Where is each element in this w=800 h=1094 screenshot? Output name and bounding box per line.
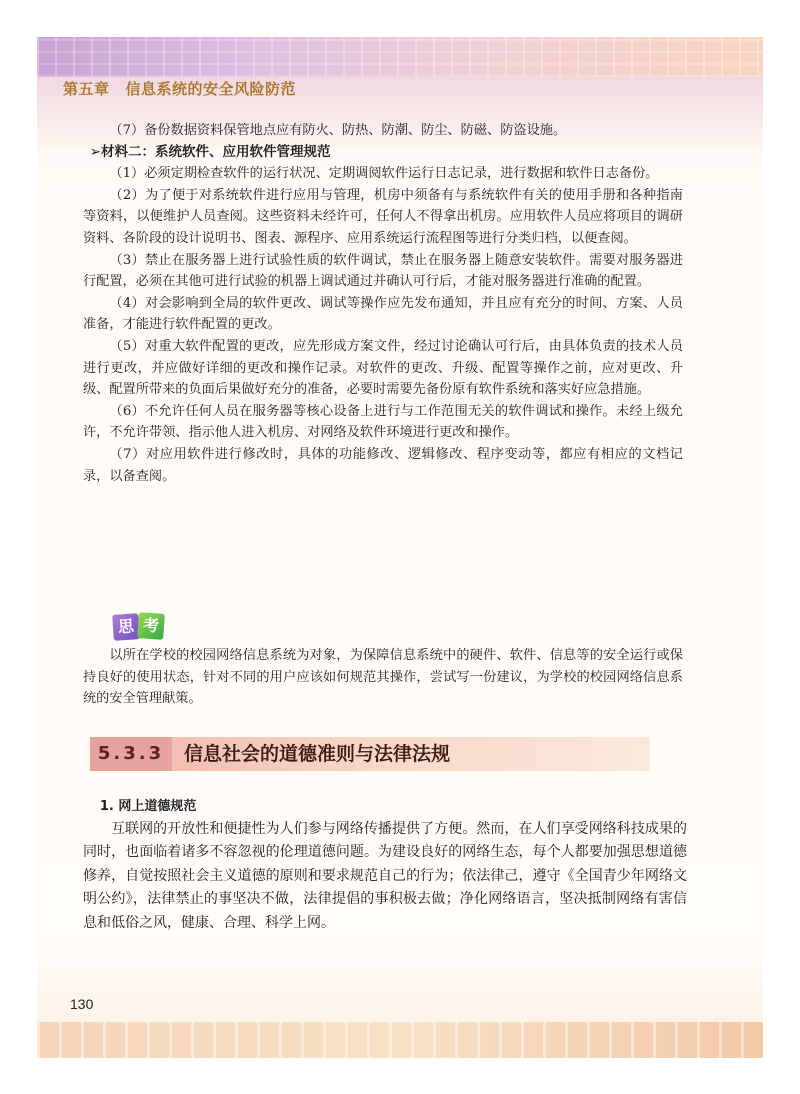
rule-item: （2）为了便于对系统软件进行应用与管理，机房中须备有与系统软件有关的使用手册和各种指南等资料，以便维护人员查阅。这些资料未经许可，任何人不得拿出机房。应用软件人员应将项目的调研资料、各阶段的设计说明书、图表、源程序、应用系统运行流程图等进行分类归档，以便查阅。: [83, 187, 683, 246]
think-char-kao: 考: [137, 612, 165, 640]
rule-item: （6）不允许任何人员在服务器等核心设备上进行与工作范围无关的软件调试和操作。未经上级允许，不允许带领、指示他人进入机房、对网络及软件环境进行更改和操作。: [83, 403, 683, 441]
footer-banner: [37, 1022, 763, 1058]
chapter-number: 第五章: [63, 80, 110, 98]
section-heading-bar: [90, 737, 650, 771]
think-char-si: 思: [112, 613, 140, 641]
think-prompt: [83, 645, 683, 710]
section-title: 信息社会的道德准则与法律法规: [184, 743, 451, 765]
page-number: 130: [70, 996, 94, 1012]
header-pattern: [37, 37, 763, 77]
chapter-header: [63, 78, 296, 99]
rule-item: （5）对重大软件配置的更改，应先形成方案文件，经过讨论确认可行后，由具体负责的技术人员进行更改，并应做好详细的更改和操作记录。对软件的更改、升级、配置等操作之前，应对更改、升级、配置所带来的负面后果做好充分的准备，必要时需要先备份原有软件系统和落实好应急措施。: [83, 338, 683, 398]
material-2-title: ➢材料二：系统软件、应用软件管理规范: [89, 143, 331, 160]
rule-item: （3）禁止在服务器上进行试验性质的软件调试，禁止在服务器上随意安装软件。需要对服务器进行配置，必须在其他可进行试验的机器上调试通过并确认可行后，才能对服务器进行准确的配置。: [83, 252, 683, 290]
section-number: 5.3.3: [90, 737, 172, 771]
think-badge: [113, 610, 173, 644]
subheading: 1. 网上道德规范: [99, 799, 197, 814]
body-paragraph: 互联网的开放性和便捷性为人们参与网络传播提供了方便。然而，在人们享受网络科技成果的同时，也面临着诸多不容忽视的伦理道德问题。为建设良好的网络生态，每个人都要加强思想道德修养，自觉按照社会主义道德的原则和要求规范自己的行为；依法律己，遵守《全国青少年网络文明公约》，法律禁止的事坚决不做，法律提倡的事积极去做；净化网络语言，坚决抵制网络有害信息和低俗之风，健康、合理、科学上网。: [83, 821, 687, 931]
think-text: 以所在学校的校园网络信息系统为对象，为保障信息系统中的硬件、软件、信息等的安全运行或保持良好的使用状态，针对不同的用户应该如何规范其操作，尝试写一份建议，为学校的校园网络信息系统的安全管理献策。: [83, 648, 683, 707]
rule-item: （1）必须定期检查软件的运行状况、定期调阅软件运行日志记录，进行数据和软件日志备份。: [109, 166, 659, 182]
material-section: [83, 120, 683, 487]
net-ethics-section: [83, 796, 687, 935]
rule-item: （7）对应用软件进行修改时，具体的功能修改、逻辑修改、程序变动等，都应有相应的文档记录，以备查阅。: [83, 446, 683, 484]
backup-rule-7: （7）备份数据资料保管地点应有防火、防热、防潮、防尘、防磁、防盗设施。: [109, 123, 567, 138]
rule-item: （4）对会影响到全局的软件更改、调试等操作应先发布通知，并且应有充分的时间、方案、人员准备，才能进行软件配置的更改。: [83, 295, 683, 333]
chapter-title: 信息系统的安全风险防范: [125, 80, 297, 98]
